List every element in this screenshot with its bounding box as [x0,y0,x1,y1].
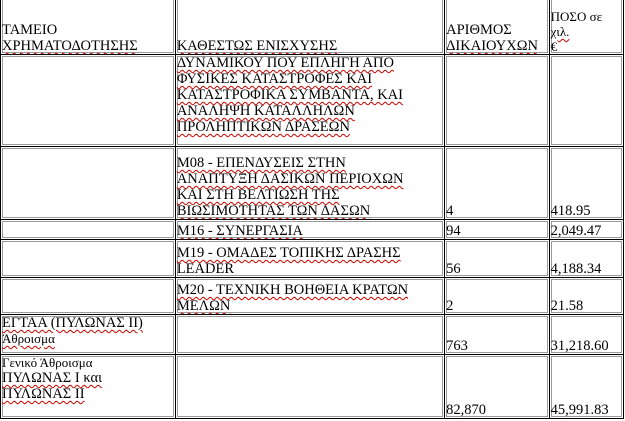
header-fund [1,0,176,55]
header-scheme [175,0,444,55]
amount-cell: 418.95 [549,147,623,220]
fund-line: ΠΥΛΩΝΑΣ Ι και [2,370,102,386]
scheme-cell [175,55,444,147]
header-benef-line-2: ΔΙΚΑΙΟΥΧΩΝ [446,38,538,54]
scheme-cell [175,220,444,240]
fund-line: Άθροισμα [2,331,55,346]
scheme-cell [175,315,444,355]
scheme-line: Μ16 - ΣΥΝΕΡΓΑΣΙΑ [176,223,303,239]
amount-cell: 2,049.47 [549,220,623,240]
grand-total-row [1,355,624,419]
amount-cell: 45,991.83 [549,355,623,419]
fund-line: ΠΥΛΩΝΑΣ ΙΙ [2,386,85,402]
table-row [1,220,624,240]
amount-cell: 4,188.34 [549,240,623,278]
scheme-line: ΒΙΩΣΙΜΟΤΗΤΑΣ ΤΩΝ ΔΑΣΩΝ [176,203,371,219]
beneficiaries-cell: 763 [445,315,550,355]
table-row [1,278,624,315]
amount-cell [549,55,623,147]
header-amount-line-3: € [550,39,558,54]
scheme-cell [175,240,444,278]
scheme-line: ΚΑΤΑΣΤΡΟΦΙΚΑ ΣΥΜΒΑΝΤΑ, ΚΑΙ [176,87,403,103]
fund-cell [1,315,176,355]
fund-cell [1,355,176,419]
header-fund-line-1: ΤΑΜΕΙΟ [2,22,58,38]
scheme-line: ΜΕΛΩΝ [176,298,231,314]
scheme-line: Μ08 - ΕΠΕΝΔΥΣΕΙΣ ΣΤΗΝ [176,155,346,171]
subtotal-row [1,315,624,355]
header-amount-line-1: ΠΟΣΟ σε [550,9,603,24]
scheme-line: ΑΝΑΛΗΨΗ ΚΑΤΑΛΛΗΛΩΝ [176,103,355,119]
scheme-line: LEADER [176,261,235,277]
header-amount-line-2: χιλ. [550,24,570,39]
beneficiaries-cell: 56 [445,240,550,278]
scheme-line: Μ20 - ΤΕΧΝΙΚΗ ΒΟΗΘΕΙΑ ΚΡΑΤΩΝ [176,282,409,298]
beneficiaries-cell: 4 [445,147,550,220]
table-row [1,240,624,278]
header-amount [549,0,623,55]
scheme-cell [175,278,444,315]
beneficiaries-cell: 2 [445,278,550,315]
table-row [1,147,624,220]
beneficiaries-cell [445,55,550,147]
amount-cell: 31,218.60 [549,315,623,355]
scheme-cell [175,147,444,220]
scheme-line: ΠΡΟΛΗΠΤΙΚΩΝ ΔΡΑΣΕΩΝ [176,119,350,135]
scheme-line: ΚΑΙ ΣΤΗ ΒΕΛΤΙΩΣΗ ΤΗΣ [176,187,340,203]
header-beneficiaries [445,0,550,55]
beneficiaries-cell: 94 [445,220,550,240]
fund-cell [1,147,176,220]
header-benef-line-1: ΑΡΙΘΜΟΣ [446,22,512,38]
scheme-line: ΔΥΝΑΜΙΚΟΥ ΠΟΥ ΕΠΛΗΓΗ ΑΠΟ [176,55,394,71]
fund-cell [1,220,176,240]
fund-cell [1,55,176,147]
header-fund-line-2: ΧΡΗΜΑΤΟΔΟΤΗΣΗΣ [2,38,138,54]
scheme-line: ΑΝΑΠΤΥΞΗ ΔΑΣΙΚΩΝ ΠΕΡΙΟΧΩΝ [176,171,404,187]
fund-line: ΕΓΤΑΑ (ΠΥΛΩΝΑΣ ΙΙ) [2,315,143,331]
scheme-line: ΦΥΣΙΚΕΣ ΚΑΤΑΣΤΡΟΦΕΣ ΚΑΙ [176,71,373,87]
header-row [1,0,624,55]
fund-cell [1,240,176,278]
beneficiaries-cell: 82,870 [445,355,550,419]
table-row [1,55,624,147]
header-scheme-label: ΚΑΘΕΣΤΩΣ ΕΝΙΣΧΥΣΗΣ [176,38,338,54]
scheme-line: Μ19 - ΟΜΑΔΕΣ ΤΟΠΙΚΗΣ ΔΡΑΣΗΣ [176,245,401,261]
fund-cell [1,278,176,315]
fund-line: Γενικό Άθροισμα [2,355,93,370]
amount-cell: 21.58 [549,278,623,315]
scheme-cell [175,355,444,419]
